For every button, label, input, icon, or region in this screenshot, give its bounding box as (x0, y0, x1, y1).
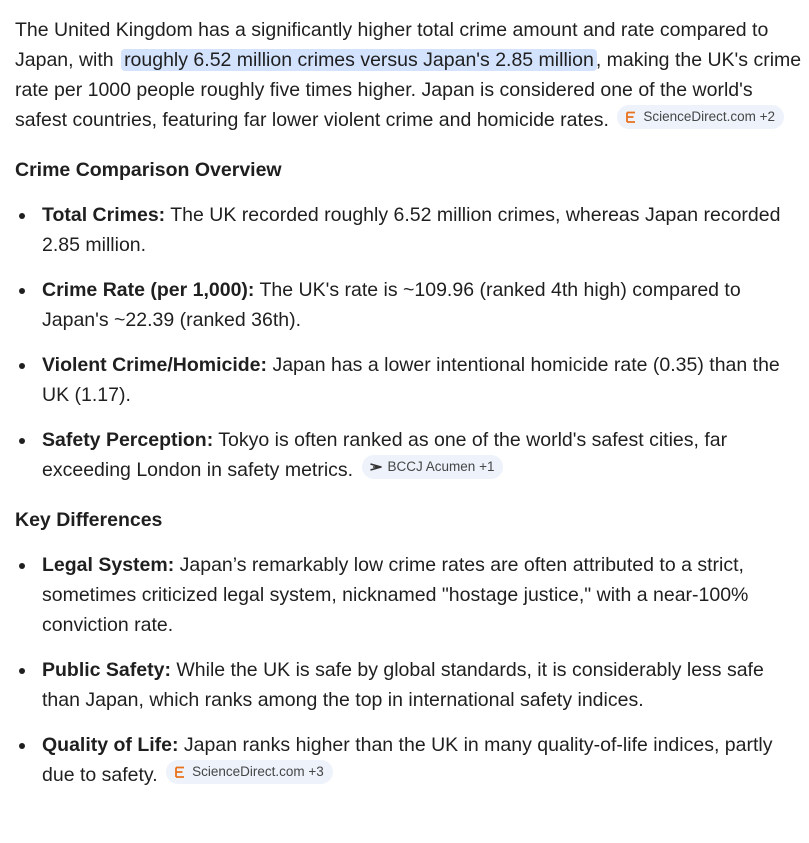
sciencedirect-logo-icon (624, 110, 638, 124)
list-item-text: Tokyo is often ranked as one of the world's safest cities, far exceeding London in safety metrics. (42, 429, 728, 481)
list-item-term: Violent Crime/Homicide: (42, 354, 268, 376)
source-chip-sciencedirect[interactable] (166, 760, 333, 784)
source-chip-label: BCCJ Acumen +1 (387, 459, 495, 474)
ai-answer (15, 15, 805, 790)
list-item (15, 730, 805, 790)
source-chip-label: ScienceDirect.com +3 (192, 764, 324, 779)
list-item (15, 425, 805, 485)
sciencedirect-logo-icon (173, 765, 187, 779)
list-item-term: Safety Perception: (42, 429, 214, 451)
list-item (15, 655, 805, 715)
list-item (15, 550, 805, 640)
list-item-term: Crime Rate (per 1,000): (42, 279, 255, 301)
list-item-text: Japan’s remarkably low crime rates are often attributed to a strict, sometimes criticized legal system, nicknamed "hostage justice," with a near-100% conviction rate. (42, 554, 749, 636)
bccj-acumen-logo-icon (369, 460, 383, 474)
list-item-term: Total Crimes: (42, 204, 166, 226)
key-differences-list (15, 550, 805, 790)
list-item-text: Japan has a lower intentional homicide rate (0.35) than the UK (1.17). (42, 354, 780, 406)
list-item-text: The UK recorded roughly 6.52 million crimes, whereas Japan recorded 2.85 million. (42, 204, 781, 256)
highlighted-phrase[interactable]: roughly 6.52 million crimes versus Japan's 2.85 million (121, 49, 597, 71)
list-item-text: Japan ranks higher than the UK in many quality-of-life indices, partly due to safety. (42, 734, 773, 786)
intro-text-before: The United Kingdom has a significantly higher total crime amount and rate compared to Japan, with (15, 19, 769, 71)
section-title-key-differences: Key Differences (15, 509, 163, 531)
list-item (15, 275, 805, 335)
section-title-crime-comparison: Crime Comparison Overview (15, 159, 282, 181)
source-chip-bccj[interactable] (362, 455, 504, 479)
crime-comparison-list (15, 200, 805, 485)
intro-text-after: , making the UK's crime rate per 1000 people roughly five times higher. Japan is considered one of the world's safest countries, featuring far lower violent crime and homicide rates. (15, 49, 802, 131)
list-item (15, 350, 805, 410)
list-item-text: While the UK is safe by global standards, it is considerably less safe than Japan, which ranks among the top in international safety indices. (42, 659, 764, 711)
intro-paragraph (15, 15, 805, 135)
list-item-text: The UK's rate is ~109.96 (ranked 4th high) compared to Japan's ~22.39 (ranked 36th). (42, 279, 741, 331)
list-item-term: Legal System: (42, 554, 175, 576)
list-item-term: Quality of Life: (42, 734, 179, 756)
source-chip-sciencedirect[interactable] (617, 105, 784, 129)
list-item-term: Public Safety: (42, 659, 171, 681)
list-item (15, 200, 805, 260)
source-chip-label: ScienceDirect.com +2 (643, 109, 776, 124)
